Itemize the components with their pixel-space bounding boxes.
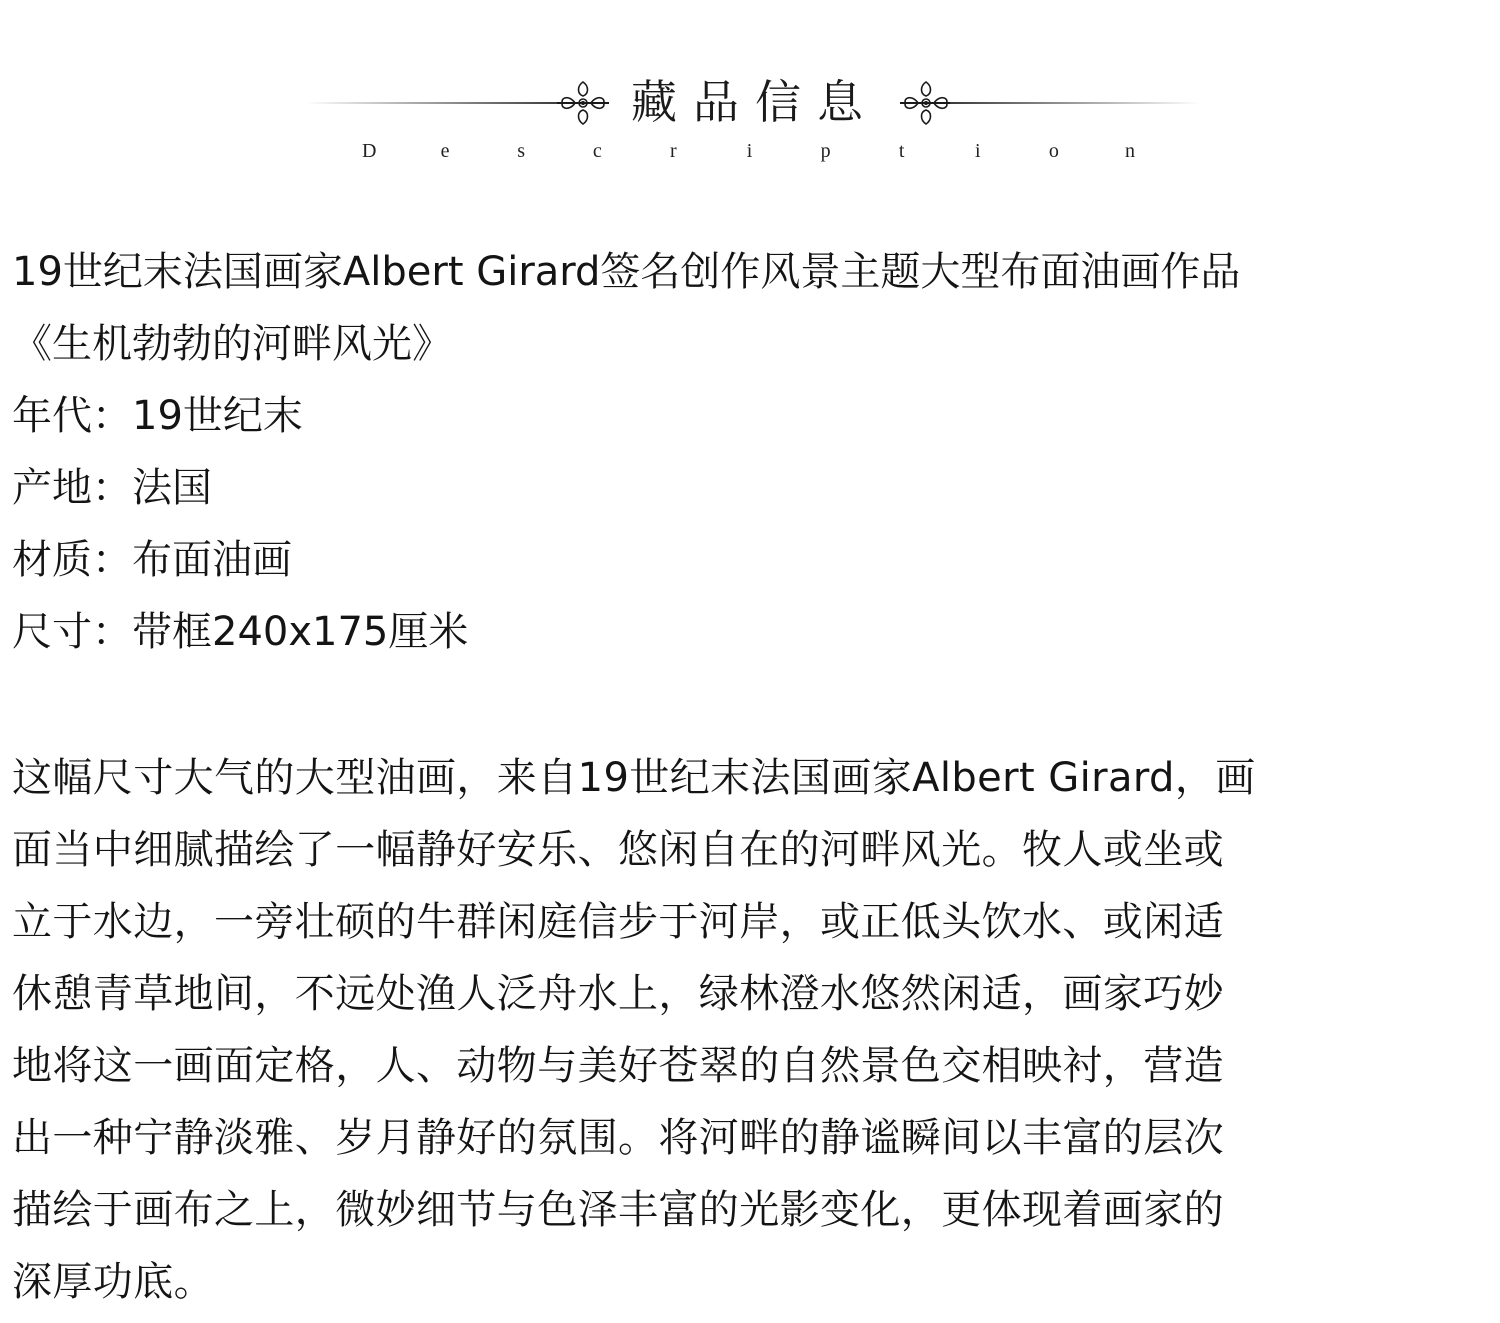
description-line: 描绘于画布之上，微妙细节与色泽丰富的光影变化，更体现着画家的: [12, 1187, 1224, 1233]
description-line: 这幅尺寸大气的大型油画，来自19世纪末法国画家Albert Girard，画: [12, 755, 1256, 801]
subtitle-letter: c: [592, 140, 602, 162]
subtitle-letter: i: [974, 140, 981, 162]
artwork-era: 年代：19世纪末: [12, 393, 303, 439]
page-subtitle: [362, 138, 1137, 164]
subtitle-letter: o: [1048, 140, 1059, 162]
description-line: 出一种宁静淡雅、岁月静好的氛围。将河畔的静谧瞬间以丰富的层次: [12, 1115, 1224, 1161]
artwork-info: [12, 236, 1488, 668]
subtitle-letter: r: [670, 140, 677, 162]
flourish-ornament-left-icon: [555, 76, 611, 130]
description-line: 面当中细腻描绘了一幅静好安乐、悠闲自在的河畔风光。牧人或坐或: [12, 827, 1224, 873]
header-rule-left: [305, 102, 560, 104]
section-header: [0, 60, 1500, 170]
description-line: 地将这一画面定格，人、动物与美好苍翠的自然景色交相映衬，营造: [12, 1043, 1224, 1089]
subtitle-letter: n: [1124, 140, 1135, 162]
subtitle-letter: i: [746, 140, 753, 162]
subtitle-letter: s: [517, 140, 526, 162]
subtitle-letter: t: [898, 140, 905, 162]
artwork-title-line-2: 《生机勃勃的河畔风光》: [12, 321, 452, 367]
artwork-description: [12, 742, 1474, 1318]
description-line: 休憩青草地间，不远处渔人泛舟水上，绿林澄水悠然闲适，画家巧妙: [12, 971, 1224, 1017]
header-rule-right: [950, 102, 1200, 104]
page-title: 藏品信息: [631, 75, 879, 129]
subtitle-letter: D: [362, 140, 377, 162]
flourish-ornament-right-icon: [898, 76, 954, 130]
subtitle-letter: e: [440, 140, 450, 162]
description-line: 立于水边，一旁壮硕的牛群闲庭信步于河岸，或正低头饮水、或闲适: [12, 899, 1224, 945]
artwork-title-line-1: 19世纪末法国画家Albert Girard签名创作风景主题大型布面油画作品: [12, 249, 1241, 295]
subtitle-letter: p: [820, 140, 831, 162]
artwork-origin: 产地：法国: [12, 465, 212, 511]
description-line: 深厚功底。: [12, 1259, 214, 1305]
artwork-material: 材质：布面油画: [12, 537, 292, 583]
artwork-size: 尺寸：带框240x175厘米: [12, 609, 469, 655]
